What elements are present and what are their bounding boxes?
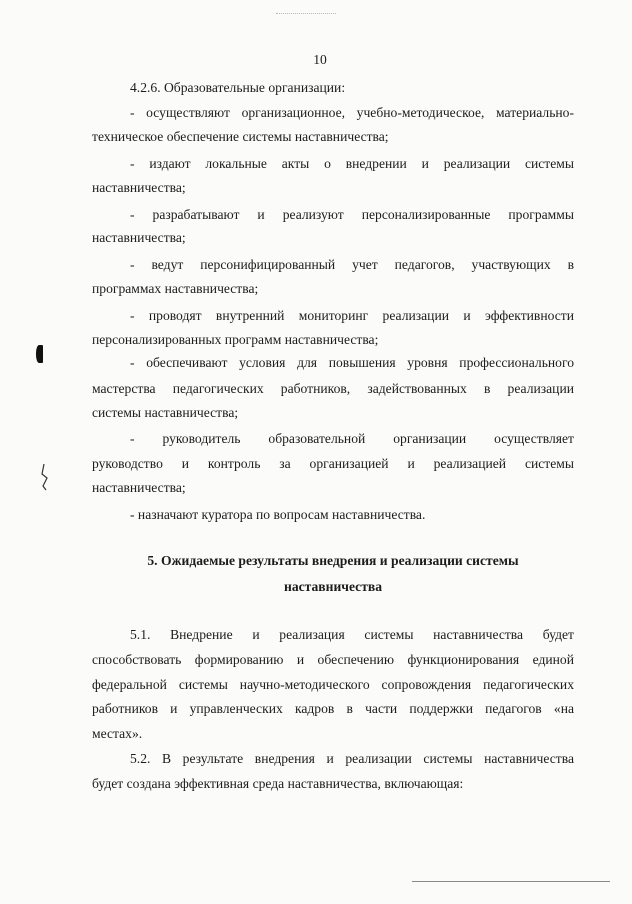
list-item: - разрабатывают и реализуют персонализированные программы bbox=[130, 207, 574, 222]
hole-punch-mark bbox=[36, 345, 43, 363]
list-item-continuation: персонализированных программ наставничества; bbox=[92, 332, 379, 347]
paragraph-line: местах». bbox=[92, 726, 143, 741]
scan-artifact-bottom bbox=[412, 881, 610, 882]
paragraph-line: способствовать формированию и обеспечению функционирования единой bbox=[92, 652, 574, 667]
paragraph-line: 5.2. В результате внедрения и реализации системы наставничества bbox=[130, 751, 574, 766]
list-item: - руководитель образовательной организации осуществляет bbox=[130, 431, 574, 446]
list-item-continuation: мастерства педагогических работников, задействованных в реализации bbox=[92, 381, 574, 396]
paragraph-line: федеральной системы научно-методического сопровождения педагогических bbox=[92, 677, 574, 692]
section-heading-cont: наставничества bbox=[283, 579, 383, 594]
paragraph-line: будет создана эффективная среда наставничества, включающая: bbox=[92, 776, 464, 791]
scan-artifact-top bbox=[276, 13, 336, 18]
list-item-continuation: программах наставничества; bbox=[92, 281, 259, 296]
list-item: - осуществляют организационное, учебно-методическое, материально- bbox=[130, 105, 574, 120]
list-item-continuation: наставничества; bbox=[92, 180, 186, 195]
list-item: - назначают куратора по вопросам наставничества. bbox=[130, 507, 426, 522]
list-item: - обеспечивают условия для повышения уровня профессионального bbox=[130, 355, 574, 370]
paragraph-line: работников и управленческих кадров в части поддержки педагогов «на bbox=[92, 701, 574, 716]
list-item: - ведут персонифицированный учет педагогов, участвующих в bbox=[130, 257, 574, 272]
list-item: - издают локальные акты о внедрении и реализации системы bbox=[130, 156, 574, 171]
list-item-continuation: техническое обеспечение системы наставничества; bbox=[92, 129, 389, 144]
page-number: 10 bbox=[313, 52, 327, 67]
subsection-heading: 4.2.6. Образовательные организации: bbox=[130, 80, 346, 95]
paragraph-line: 5.1. Внедрение и реализация системы наставничества будет bbox=[130, 627, 574, 642]
margin-mark bbox=[38, 462, 50, 492]
section-heading: 5. Ожидаемые результаты внедрения и реализации системы bbox=[147, 553, 519, 568]
list-item-continuation: системы наставничества; bbox=[92, 405, 239, 420]
list-item: - проводят внутренний мониторинг реализации и эффективности bbox=[130, 308, 574, 323]
list-item-continuation: руководство и контроль за организацией и реализацией системы bbox=[92, 456, 574, 471]
list-item-continuation: наставничества; bbox=[92, 230, 186, 245]
list-item-continuation: наставничества; bbox=[92, 480, 186, 495]
